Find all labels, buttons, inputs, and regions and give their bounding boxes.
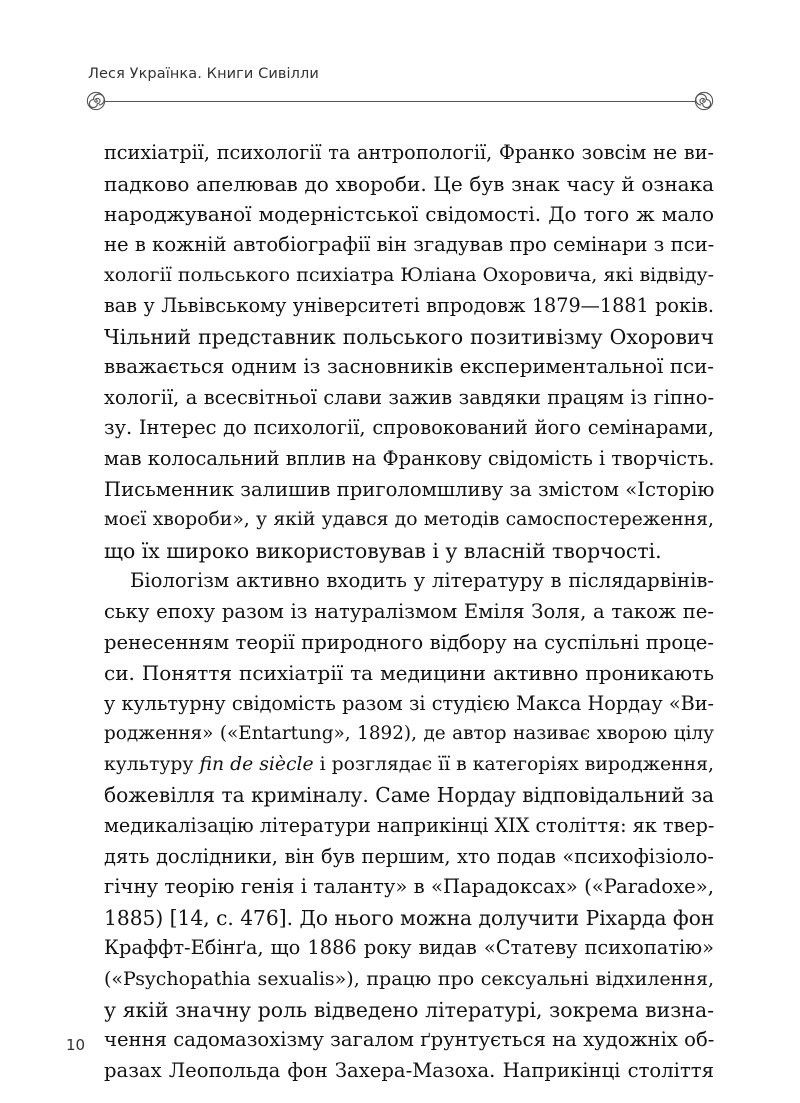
text-line: божевілля та криміналу. Саме Нордау відповідальний за <box>104 783 715 808</box>
spiral-icon <box>86 91 106 111</box>
text-line: медикалізацію літератури наприкінці ХІХ століття: як твер- <box>104 814 715 838</box>
header-rule <box>104 101 696 102</box>
text-line: що їх широко використовував і у власній творчості. <box>104 538 662 563</box>
text-line: («Psychopathia sexualis»), працю про сексуальні відхилення, <box>104 968 714 991</box>
text-line: падково апелював до хвороби. Це був знак часу й ознака <box>104 171 714 196</box>
text-run: культуру <box>104 753 200 775</box>
text-line: психіатрії, психології та антропології, Франко зовсім не ви- <box>104 141 714 164</box>
text-line: зу. Інтерес до психології, спровокований його семінарами, <box>104 416 714 440</box>
text-line: Чільний представник польського позитивізму Охорович <box>104 324 714 349</box>
text-run: і розглядає її в категоріях виродження, <box>313 753 714 775</box>
spiral-icon <box>694 91 714 111</box>
text-line: хології польського психіатра Юліана Охоровича, які відвіду- <box>104 264 714 287</box>
text-line: ську епоху разом із натуралізмом Еміля Золя, а також пе- <box>104 599 714 623</box>
running-title: Леся Українка. Книги Сивілли <box>88 66 319 82</box>
text-line: народжуваної модерністської свідомості. До того ж мало <box>104 202 714 227</box>
text-line: вважається одним із засновників експериментальної пси- <box>104 355 714 379</box>
text-line: родження» («Entartung», 1892), де автор називає хворою цілу <box>104 723 714 745</box>
body-text <box>104 138 714 1086</box>
text-line: не в кожній автобіографії він згадував про семінари з пси- <box>104 232 715 256</box>
text-line: гічну теорію генія і таланту» в «Парадоксах» («Paradoxe», <box>104 875 714 899</box>
text-line: дять дослідники, він був першим, хто подав «психофізіоло- <box>104 844 714 868</box>
text-line: разах Леопольда фон Захера-Мазоха. Наприкінці століття <box>104 1058 714 1082</box>
text-line: у культурну свідомість разом зі студією Макса Нордау «Ви- <box>104 691 714 715</box>
text-line: мав колосальний вплив на Франкову свідомість і творчість. <box>104 446 715 470</box>
text-line: ренесенням теорії природного відбору на суспільні проце- <box>104 630 714 654</box>
text-line: 1885) [14, с. 476]. До нього можна долучити Ріхарда фон <box>104 905 715 930</box>
italic-phrase: fin de siècle <box>199 753 314 775</box>
text-line: у якій значну роль відведено літературі, зокрема визна- <box>104 997 714 1022</box>
text-line: моєї хвороби», у якій удався до методів самоспостереження, <box>104 509 714 531</box>
page-number: 10 <box>66 1036 86 1054</box>
text-line: хології, а всесвітньої слави зажив завдяки працям із гіпно- <box>104 385 714 409</box>
text-line: си. Поняття психіатрії та медицини активно проникають <box>104 661 714 686</box>
text-line: чення садомазохізму загалом ґрунтується на художніх об- <box>104 1028 715 1052</box>
text-line <box>104 750 714 781</box>
paragraph <box>104 566 714 1086</box>
text-line: Письменник залишив приголомшливу за змістом «Історію <box>104 477 715 501</box>
paragraph <box>104 138 714 566</box>
text-line: Біологізм активно входить у літературу в післядарвінів- <box>130 569 714 593</box>
text-line: Краффт-Ебінґа, що 1886 року видав «Статеву психопатію» <box>104 936 714 960</box>
text-line: вав у Львівському університеті впродовж 1879—1881 років. <box>104 293 714 317</box>
